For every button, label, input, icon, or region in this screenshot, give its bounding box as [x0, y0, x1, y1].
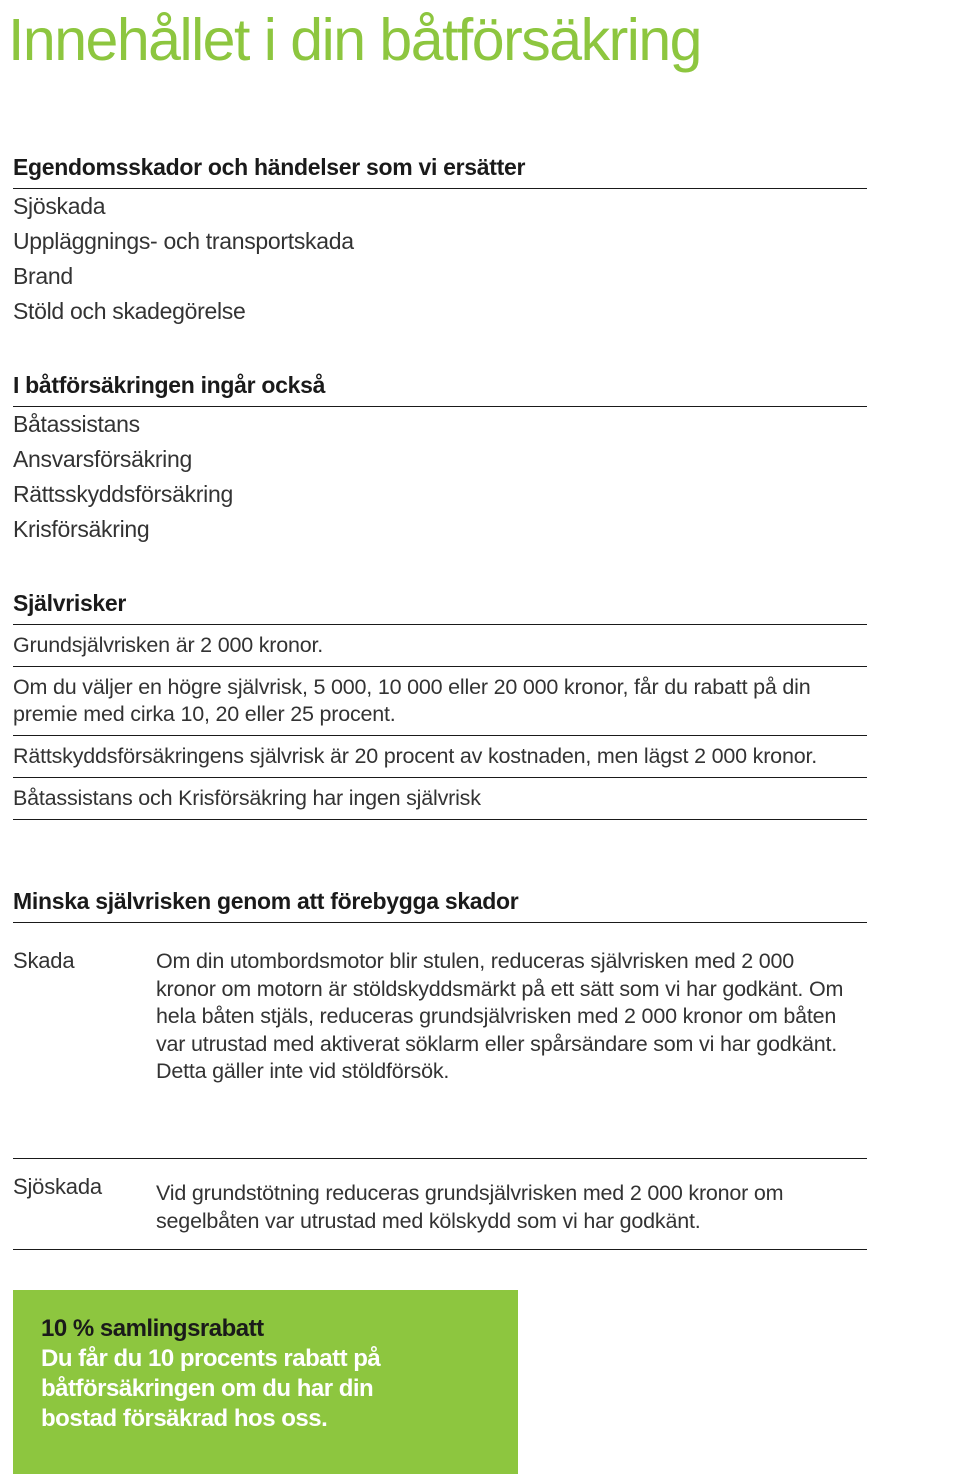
reduce-section [13, 886, 867, 923]
coverage-heading: Egendomsskador och händelser som vi ersätter [13, 152, 867, 189]
deductibles-list [13, 625, 867, 820]
coverage-section [13, 152, 867, 329]
reduce-row [13, 1174, 867, 1235]
promo-title: 10 % samlingsrabatt [41, 1315, 264, 1342]
reduce-row-text: Vid grundstötning reduceras grundsjälvrisken med 2 000 kronor om segelbåten var utrustad med kölskydd som vi har godkänt. [156, 1181, 784, 1233]
reduce-row-label: Sjöskada [13, 1174, 102, 1199]
deductibles-heading: Självrisker [13, 588, 867, 625]
reduce-heading: Minska självrisken genom att förebygga skador [13, 886, 867, 923]
page-title: Innehållet i din båtförsäkring [8, 7, 701, 73]
deductible-item: Rättskyddsförsäkringens självrisk är 20 procent av kostnaden, men lägst 2 000 kronor. [13, 736, 867, 778]
included-heading: I båtförsäkringen ingår också [13, 370, 867, 407]
deductibles-section [13, 588, 867, 820]
reduce-row-text: Om din utombordsmotor blir stulen, reduceras självrisken med 2 000 kronor om motorn är stöldskyddsmärkt på ett sätt som vi har godkänt. Om hela båten stjäls, reduceras grundsjälvrisken med 2 000 kronor om båten var utrustad med aktiverat söklarm eller spårsändare som vi har godkänt. Detta gäller inte vid stöldförsök. [156, 949, 844, 1083]
deductible-item: Grundsjälvrisken är 2 000 kronor. [13, 625, 867, 667]
included-section [13, 370, 867, 547]
coverage-item: Stöld och skadegörelse [13, 298, 246, 324]
included-item: Ansvarsförsäkring [13, 446, 192, 472]
promo-text: Du får du 10 procents rabatt på båtförsäkringen om du har din bostad försäkrad hos oss. [41, 1345, 381, 1432]
divider [13, 1158, 867, 1159]
reduce-row-label: Skada [13, 948, 75, 973]
deductible-item: Om du väljer en högre självrisk, 5 000, 10 000 eller 20 000 kronor, får du rabatt på din premie med cirka 10, 20 eller 25 procent. [13, 667, 867, 736]
included-list [13, 407, 867, 547]
coverage-list [13, 189, 867, 329]
reduce-row [13, 948, 867, 1086]
included-item: Rättsskyddsförsäkring [13, 481, 233, 507]
coverage-item: Uppläggnings- och transportskada [13, 228, 354, 254]
divider [13, 1249, 867, 1250]
deductible-item: Båtassistans och Krisförsäkring har ingen självrisk [13, 778, 867, 820]
coverage-item: Sjöskada [13, 193, 106, 219]
included-item: Krisförsäkring [13, 516, 150, 542]
included-item: Båtassistans [13, 411, 140, 437]
promo-box [13, 1290, 518, 1474]
coverage-item: Brand [13, 263, 73, 289]
